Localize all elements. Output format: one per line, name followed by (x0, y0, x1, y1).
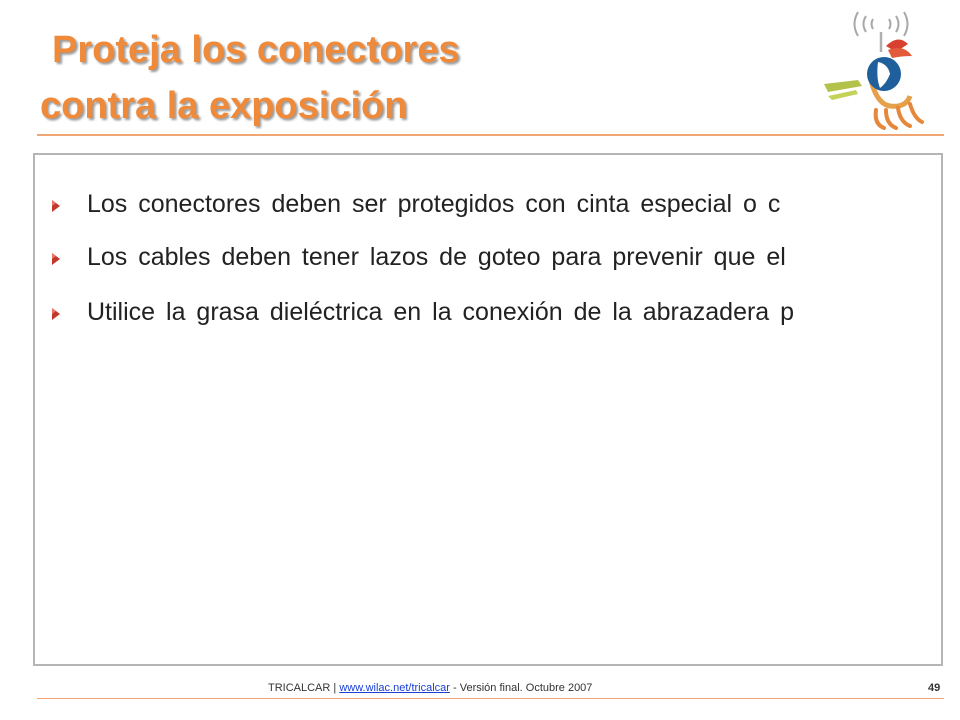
footer-text (268, 681, 592, 695)
page-number: 49 (928, 682, 941, 694)
footer-divider (37, 698, 944, 699)
footer-link[interactable]: www.wilac.net/tricalcar (339, 682, 450, 694)
red-bullet-icon (50, 252, 62, 266)
footer-prefix: TRICALCAR | (268, 682, 340, 694)
bullet-text: Utilice la grasa dieléctrica en la conexión de la abrazadera p (87, 298, 795, 326)
title-line-2: contra la exposición (40, 85, 408, 127)
red-bullet-icon (50, 307, 62, 321)
wilac-logo-icon (818, 4, 952, 138)
bullet-text: Los conectores deben ser protegidos con cinta especial o c (87, 190, 781, 218)
red-bullet-icon (50, 199, 62, 213)
content-box (33, 153, 943, 666)
footer-suffix: - Versión final. Octubre 2007 (449, 682, 593, 694)
bullet-text: Los cables deben tener lazos de goteo para prevenir que el (87, 243, 786, 271)
title-line-1: Proteja los conectores (52, 29, 460, 71)
title-divider (37, 134, 944, 136)
